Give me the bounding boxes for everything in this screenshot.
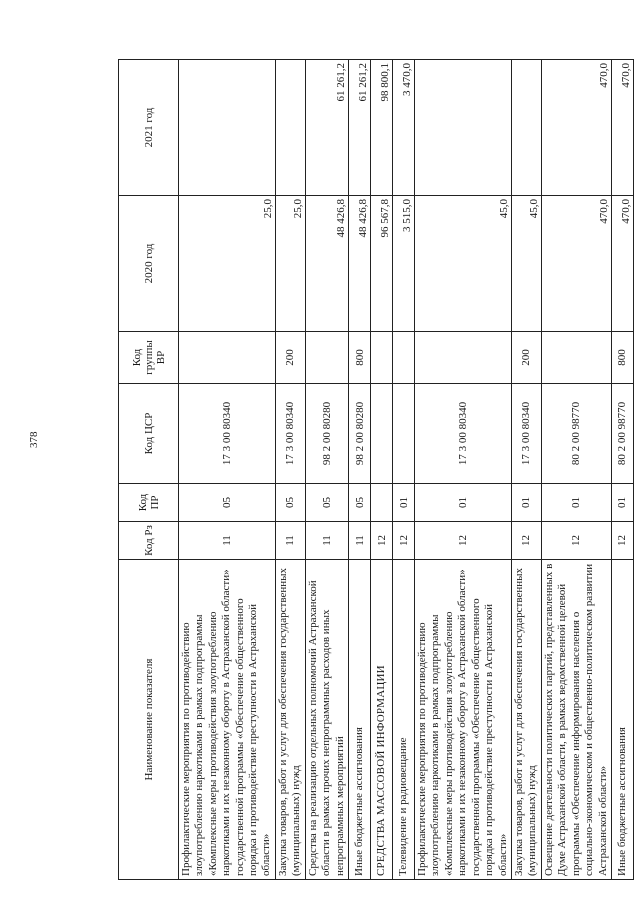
row-vr: 200 bbox=[511, 332, 541, 384]
row-vr: 200 bbox=[275, 332, 305, 384]
row-2020: 25,0 bbox=[179, 196, 276, 332]
row-rz: 12 bbox=[371, 522, 393, 560]
row-vr bbox=[179, 332, 276, 384]
row-csr: 80 2 00 98770 bbox=[541, 384, 611, 484]
row-pr: 01 bbox=[415, 484, 512, 522]
row-name: Закупка товаров, работ и услуг для обеспечения государственных (муниципальных) нужд bbox=[275, 560, 305, 880]
table-row bbox=[511, 60, 541, 880]
table-row bbox=[305, 60, 348, 880]
row-vr: 800 bbox=[349, 332, 371, 384]
row-pr: 01 bbox=[511, 484, 541, 522]
page-number: 378 bbox=[28, 431, 40, 448]
row-csr: 17 3 00 80340 bbox=[275, 384, 305, 484]
row-vr bbox=[393, 332, 415, 384]
table-row bbox=[371, 60, 393, 880]
row-vr bbox=[541, 332, 611, 384]
row-rz: 12 bbox=[611, 522, 633, 560]
row-pr bbox=[371, 484, 393, 522]
row-2021 bbox=[275, 60, 305, 196]
row-name: СРЕДСТВА МАССОВОЙ ИНФОРМАЦИИ bbox=[371, 560, 393, 880]
row-name: Иные бюджетные ассигнования bbox=[349, 560, 371, 880]
row-vr: 800 bbox=[611, 332, 633, 384]
row-csr: 98 2 00 80280 bbox=[305, 384, 348, 484]
row-rz: 11 bbox=[179, 522, 276, 560]
table-row bbox=[415, 60, 512, 880]
header-rz: Код Рз bbox=[119, 522, 179, 560]
table-row bbox=[393, 60, 415, 880]
row-name: Профилактические мероприятия по противодействию злоупотреблению наркотиками в рамках подпрограммы «Комплексные меры противодействия злоупотреблению наркотиками и их незаконному обороту в Астраханской области» государственной программы «Обеспечение общественного порядка и противодействие преступности в Астраханской области» bbox=[179, 560, 276, 880]
row-2021: 61 261,2 bbox=[349, 60, 371, 196]
row-rz: 11 bbox=[275, 522, 305, 560]
header-pr: Код ПР bbox=[119, 484, 179, 522]
row-rz: 12 bbox=[393, 522, 415, 560]
row-pr: 05 bbox=[179, 484, 276, 522]
row-pr: 01 bbox=[541, 484, 611, 522]
row-name: Средства на реализацию отдельных полномочий Астраханской области в рамках прочих непрограммных расходов иных непрограммных мероприятий bbox=[305, 560, 348, 880]
row-vr bbox=[305, 332, 348, 384]
header-2021: 2021 год bbox=[119, 60, 179, 196]
row-2021: 61 261,2 bbox=[305, 60, 348, 196]
row-pr: 01 bbox=[611, 484, 633, 522]
header-row bbox=[119, 60, 179, 880]
row-vr bbox=[371, 332, 393, 384]
row-rz: 12 bbox=[541, 522, 611, 560]
row-2020: 48 426,8 bbox=[305, 196, 348, 332]
row-2021: 3 470,0 bbox=[393, 60, 415, 196]
header-vr: Код группы ВР bbox=[119, 332, 179, 384]
row-name: Телевидение и радиовещание bbox=[393, 560, 415, 880]
row-2021: 470,0 bbox=[541, 60, 611, 196]
row-2020: 45,0 bbox=[511, 196, 541, 332]
row-2021: 470,0 bbox=[611, 60, 633, 196]
row-rz: 12 bbox=[415, 522, 512, 560]
table-row bbox=[179, 60, 276, 880]
row-csr: 80 2 00 98770 bbox=[611, 384, 633, 484]
row-csr: 17 3 00 80340 bbox=[415, 384, 512, 484]
row-rz: 12 bbox=[511, 522, 541, 560]
table-row bbox=[541, 60, 611, 880]
table-row bbox=[275, 60, 305, 880]
row-pr: 01 bbox=[393, 484, 415, 522]
row-csr: 17 3 00 80340 bbox=[511, 384, 541, 484]
row-2020: 96 567,8 bbox=[371, 196, 393, 332]
row-2020: 25,0 bbox=[275, 196, 305, 332]
table-row bbox=[349, 60, 371, 880]
row-csr: 17 3 00 80340 bbox=[179, 384, 276, 484]
row-pr: 05 bbox=[349, 484, 371, 522]
budget-table-container bbox=[118, 60, 632, 880]
header-csr: Код ЦСР bbox=[119, 384, 179, 484]
row-csr bbox=[393, 384, 415, 484]
row-rz: 11 bbox=[305, 522, 348, 560]
row-2020: 48 426,8 bbox=[349, 196, 371, 332]
header-name: Наименование показателя bbox=[119, 560, 179, 880]
row-csr: 98 2 00 80280 bbox=[349, 384, 371, 484]
table-row bbox=[611, 60, 633, 880]
row-2021 bbox=[511, 60, 541, 196]
row-2021 bbox=[415, 60, 512, 196]
row-pr: 05 bbox=[275, 484, 305, 522]
row-2020: 470,0 bbox=[541, 196, 611, 332]
row-csr bbox=[371, 384, 393, 484]
row-2021 bbox=[179, 60, 276, 196]
row-name: Закупка товаров, работ и услуг для обеспечения государственных (муниципальных) нужд bbox=[511, 560, 541, 880]
budget-table bbox=[118, 59, 634, 880]
row-2020: 45,0 bbox=[415, 196, 512, 332]
row-name: Профилактические мероприятия по противодействию злоупотреблению наркотиками в рамках подпрограммы «Комплексные меры противодействия злоупотреблению наркотиками и их незаконному обороту в Астраханской области» государственной программы «Обеспечение общественного порядка и противодействие преступности в Астраханской области» bbox=[415, 560, 512, 880]
header-2020: 2020 год bbox=[119, 196, 179, 332]
row-pr: 05 bbox=[305, 484, 348, 522]
row-2021: 98 800,1 bbox=[371, 60, 393, 196]
row-name: Иные бюджетные ассигнования bbox=[611, 560, 633, 880]
row-2020: 470,0 bbox=[611, 196, 633, 332]
row-rz: 11 bbox=[349, 522, 371, 560]
row-vr bbox=[415, 332, 512, 384]
row-name: Освещение деятельности политических партий, представленных в Думе Астраханской области, в рамках ведомственной целевой программы «Обеспечение информирования населения о социально-экономическом и общественно-политическом развитии Астраханской области» bbox=[541, 560, 611, 880]
row-2020: 3 515,0 bbox=[393, 196, 415, 332]
